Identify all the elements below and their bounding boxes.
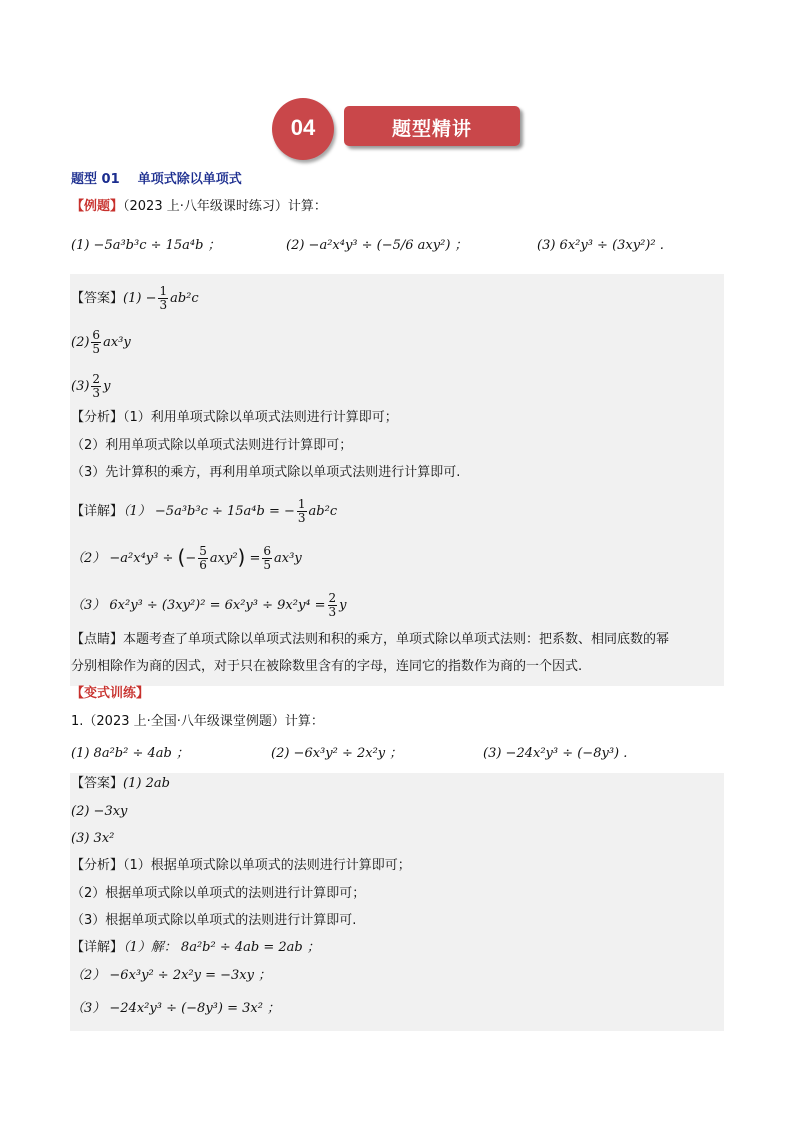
detail2-line2: （2） −6x³y² ÷ 2x²y = −3xy ； — [71, 968, 272, 983]
example-heading: 【例题】（2023 上·八年级课时练习）计算： — [71, 199, 327, 214]
section-number-badge: 04 — [272, 98, 334, 160]
example-q1: (1) −5a³b³c ÷ 15a⁴b ； — [71, 238, 221, 253]
detail1-line2: （2） −a²x⁴y³ ÷ (− $\frac{5}{6}$ axy²) = $\frac{6}{5}$ ax³y — [71, 544, 302, 572]
example-q2: (2) −a²x⁴y³ ÷ (−5/6 axy²) ； — [286, 238, 468, 253]
detail1-line3: （3） 6x²y³ ÷ (3xy²)² = 6x²y³ ÷ 9x²y⁴ = $\frac{2}{3}$ y — [71, 591, 347, 619]
variant-source: 1.（2023 上·全国·八年级课堂例题）计算： — [71, 714, 324, 729]
comment1-line2: 分别相除作为商的因式，对于只在被除数里含有的字母，连同它的指数作为商的一个因式. — [71, 659, 583, 674]
variant-q2: (2) −6x³y² ÷ 2x²y ； — [271, 746, 403, 761]
comment1-line1: 【点睛】本题考查了单项式除以单项式法则和积的乘方，单项式除以单项式法则：把系数、相同底数的幂 — [71, 632, 670, 647]
analysis1-line2: （2）利用单项式除以单项式法则进行计算即可； — [71, 438, 353, 453]
answer1-line3: (3) $\frac{2}{3}$ y — [71, 372, 111, 400]
section-header — [272, 98, 524, 160]
detail1-line1: 【详解】（1） −5a³b³c ÷ 15a⁴b = − $\frac{1}{3}$ ab²c — [71, 497, 338, 525]
answer2-line2: (2) −3xy — [71, 804, 128, 819]
variant-q3: (3) −24x²y³ ÷ (−8y³) . — [483, 746, 628, 761]
detail2-line1: 【详解】（1）解： 8a²b² ÷ 4ab = 2ab ； — [71, 940, 320, 955]
section-banner: 题型精讲 — [344, 106, 520, 146]
example-q3: (3) 6x²y³ ÷ (3xy²)² . — [537, 238, 664, 253]
analysis2-line2: （2）根据单项式除以单项式的法则进行计算即可； — [71, 886, 366, 901]
answer1-line1: 【答案】(1) − $\frac{1}{3}$ ab²c — [71, 284, 199, 312]
analysis2-line3: （3）根据单项式除以单项式的法则进行计算即可. — [71, 913, 357, 928]
type-title: 题型 01 单项式除以单项式 — [71, 172, 242, 187]
answer2-line1: 【答案】(1) 2ab — [71, 776, 170, 791]
answer1-line2: (2) $\frac{6}{5}$ ax³y — [71, 328, 131, 356]
analysis1-line3: （3）先计算积的乘方，再利用单项式除以单项式法则进行计算即可. — [71, 465, 461, 480]
analysis1-line1: 【分析】（1）利用单项式除以单项式法则进行计算即可； — [71, 410, 398, 425]
variant-q1: (1) 8a²b² ÷ 4ab ； — [71, 746, 189, 761]
answer2-line3: (3) 3x² — [71, 831, 115, 846]
analysis2-line1: 【分析】（1）根据单项式除以单项式的法则进行计算即可； — [71, 858, 411, 873]
variant-heading: 【变式训练】 — [71, 686, 150, 701]
detail2-line3: （3） −24x²y³ ÷ (−8y³) = 3x² ； — [71, 1001, 281, 1016]
